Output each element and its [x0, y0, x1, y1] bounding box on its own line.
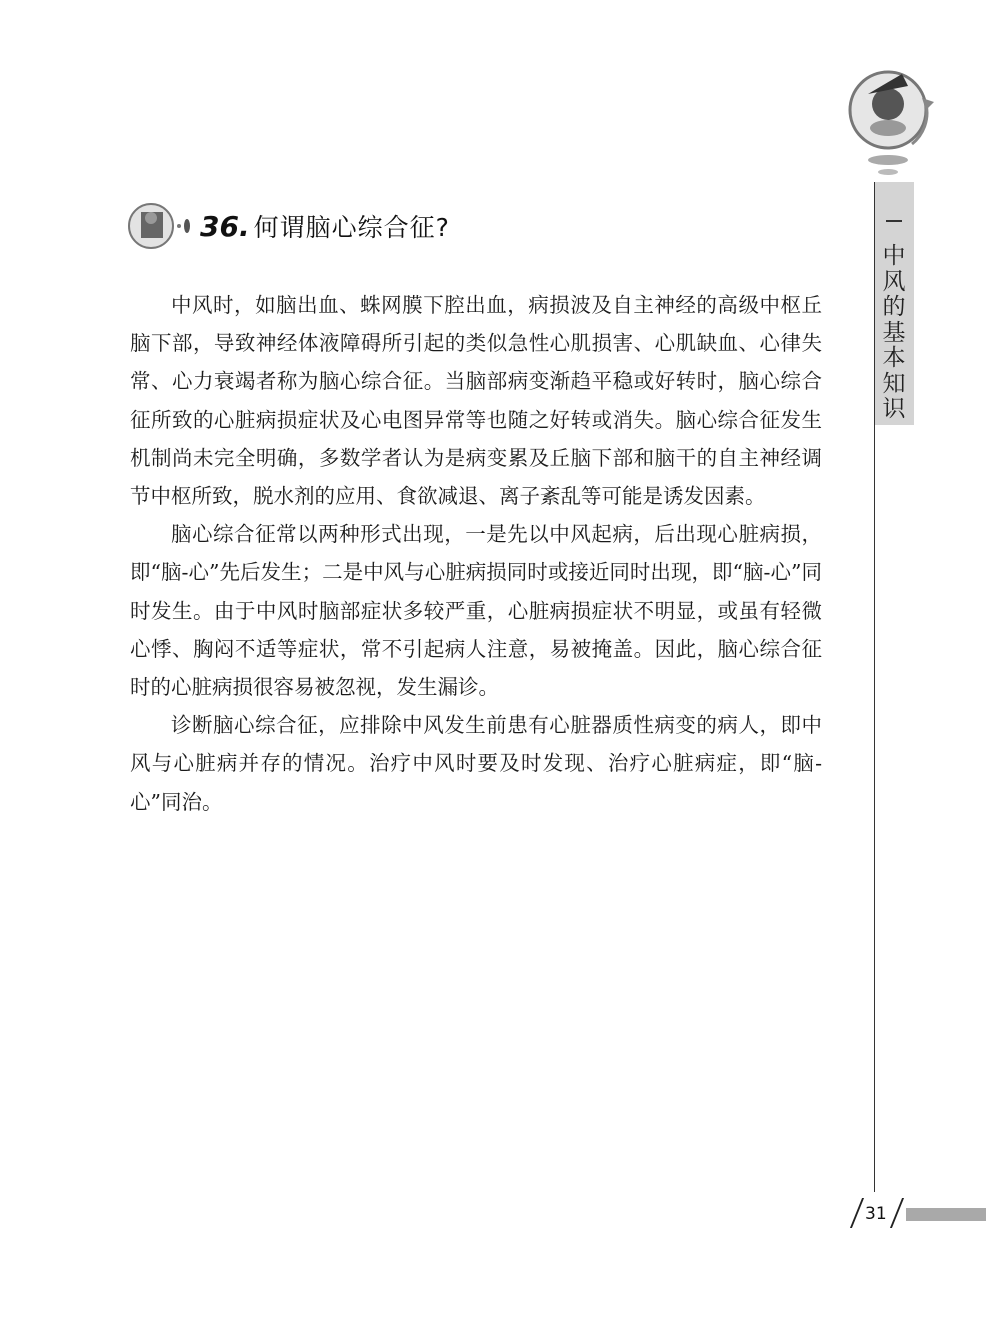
paragraph: 中风时，如脑出血、蛛网膜下腔出血，病损波及自主神经的高级中枢丘脑下部，导致神经体液障碍所引起的类似急性心肌损害、心肌缺血、心律失常、心力衰竭者称为脑心综合征。当脑部病变渐趋平稳或好转时，脑心综合征所致的心脏病损症状及心电图异常等也随之好转或消失。脑心综合征发生机制尚未完全明确，多数学者认为是病变累及丘脑下部和脑干的自主神经调节中枢所致，脱水剂的应用、食欲减退、离子紊乱等可能是诱发因素。 [130, 293, 822, 509]
slash-right [890, 1198, 904, 1228]
slash-left [850, 1198, 864, 1228]
question-number: 36. [200, 210, 250, 243]
question-heading [200, 208, 450, 248]
chapter-title: 中风的基本知识 [882, 243, 906, 422]
page-bar [906, 1208, 986, 1221]
page-footer [848, 1198, 986, 1232]
chapter-marker [886, 220, 902, 222]
margin-rule [874, 182, 875, 1192]
question-mascot-icon [127, 196, 195, 256]
chapter-mascot-icon [842, 64, 946, 180]
article-body [130, 286, 822, 821]
paragraph: 诊断脑心综合征，应排除中风发生前患有心脏器质性病变的病人，即中风与心脏病并存的情况。治疗中风时要及时发现、治疗心脏病症，即“脑-心”同治。 [130, 713, 822, 814]
page-number: 31 [865, 1204, 887, 1224]
paragraph: 脑心综合征常以两种形式出现，一是先以中风起病，后出现心脏病损，即“脑-心”先后发生；二是中风与心脏病损同时或接近同时出现，即“脑-心”同时发生。由于中风时脑部症状多较严重，心脏病损症状不明显，或虽有轻微心悸、胸闷不适等症状，常不引起病人注意，易被掩盖。因此，脑心综合征时的心脏病损很容易被忽视，发生漏诊。 [130, 522, 822, 700]
question-title: 何谓脑心综合征? [253, 213, 450, 242]
